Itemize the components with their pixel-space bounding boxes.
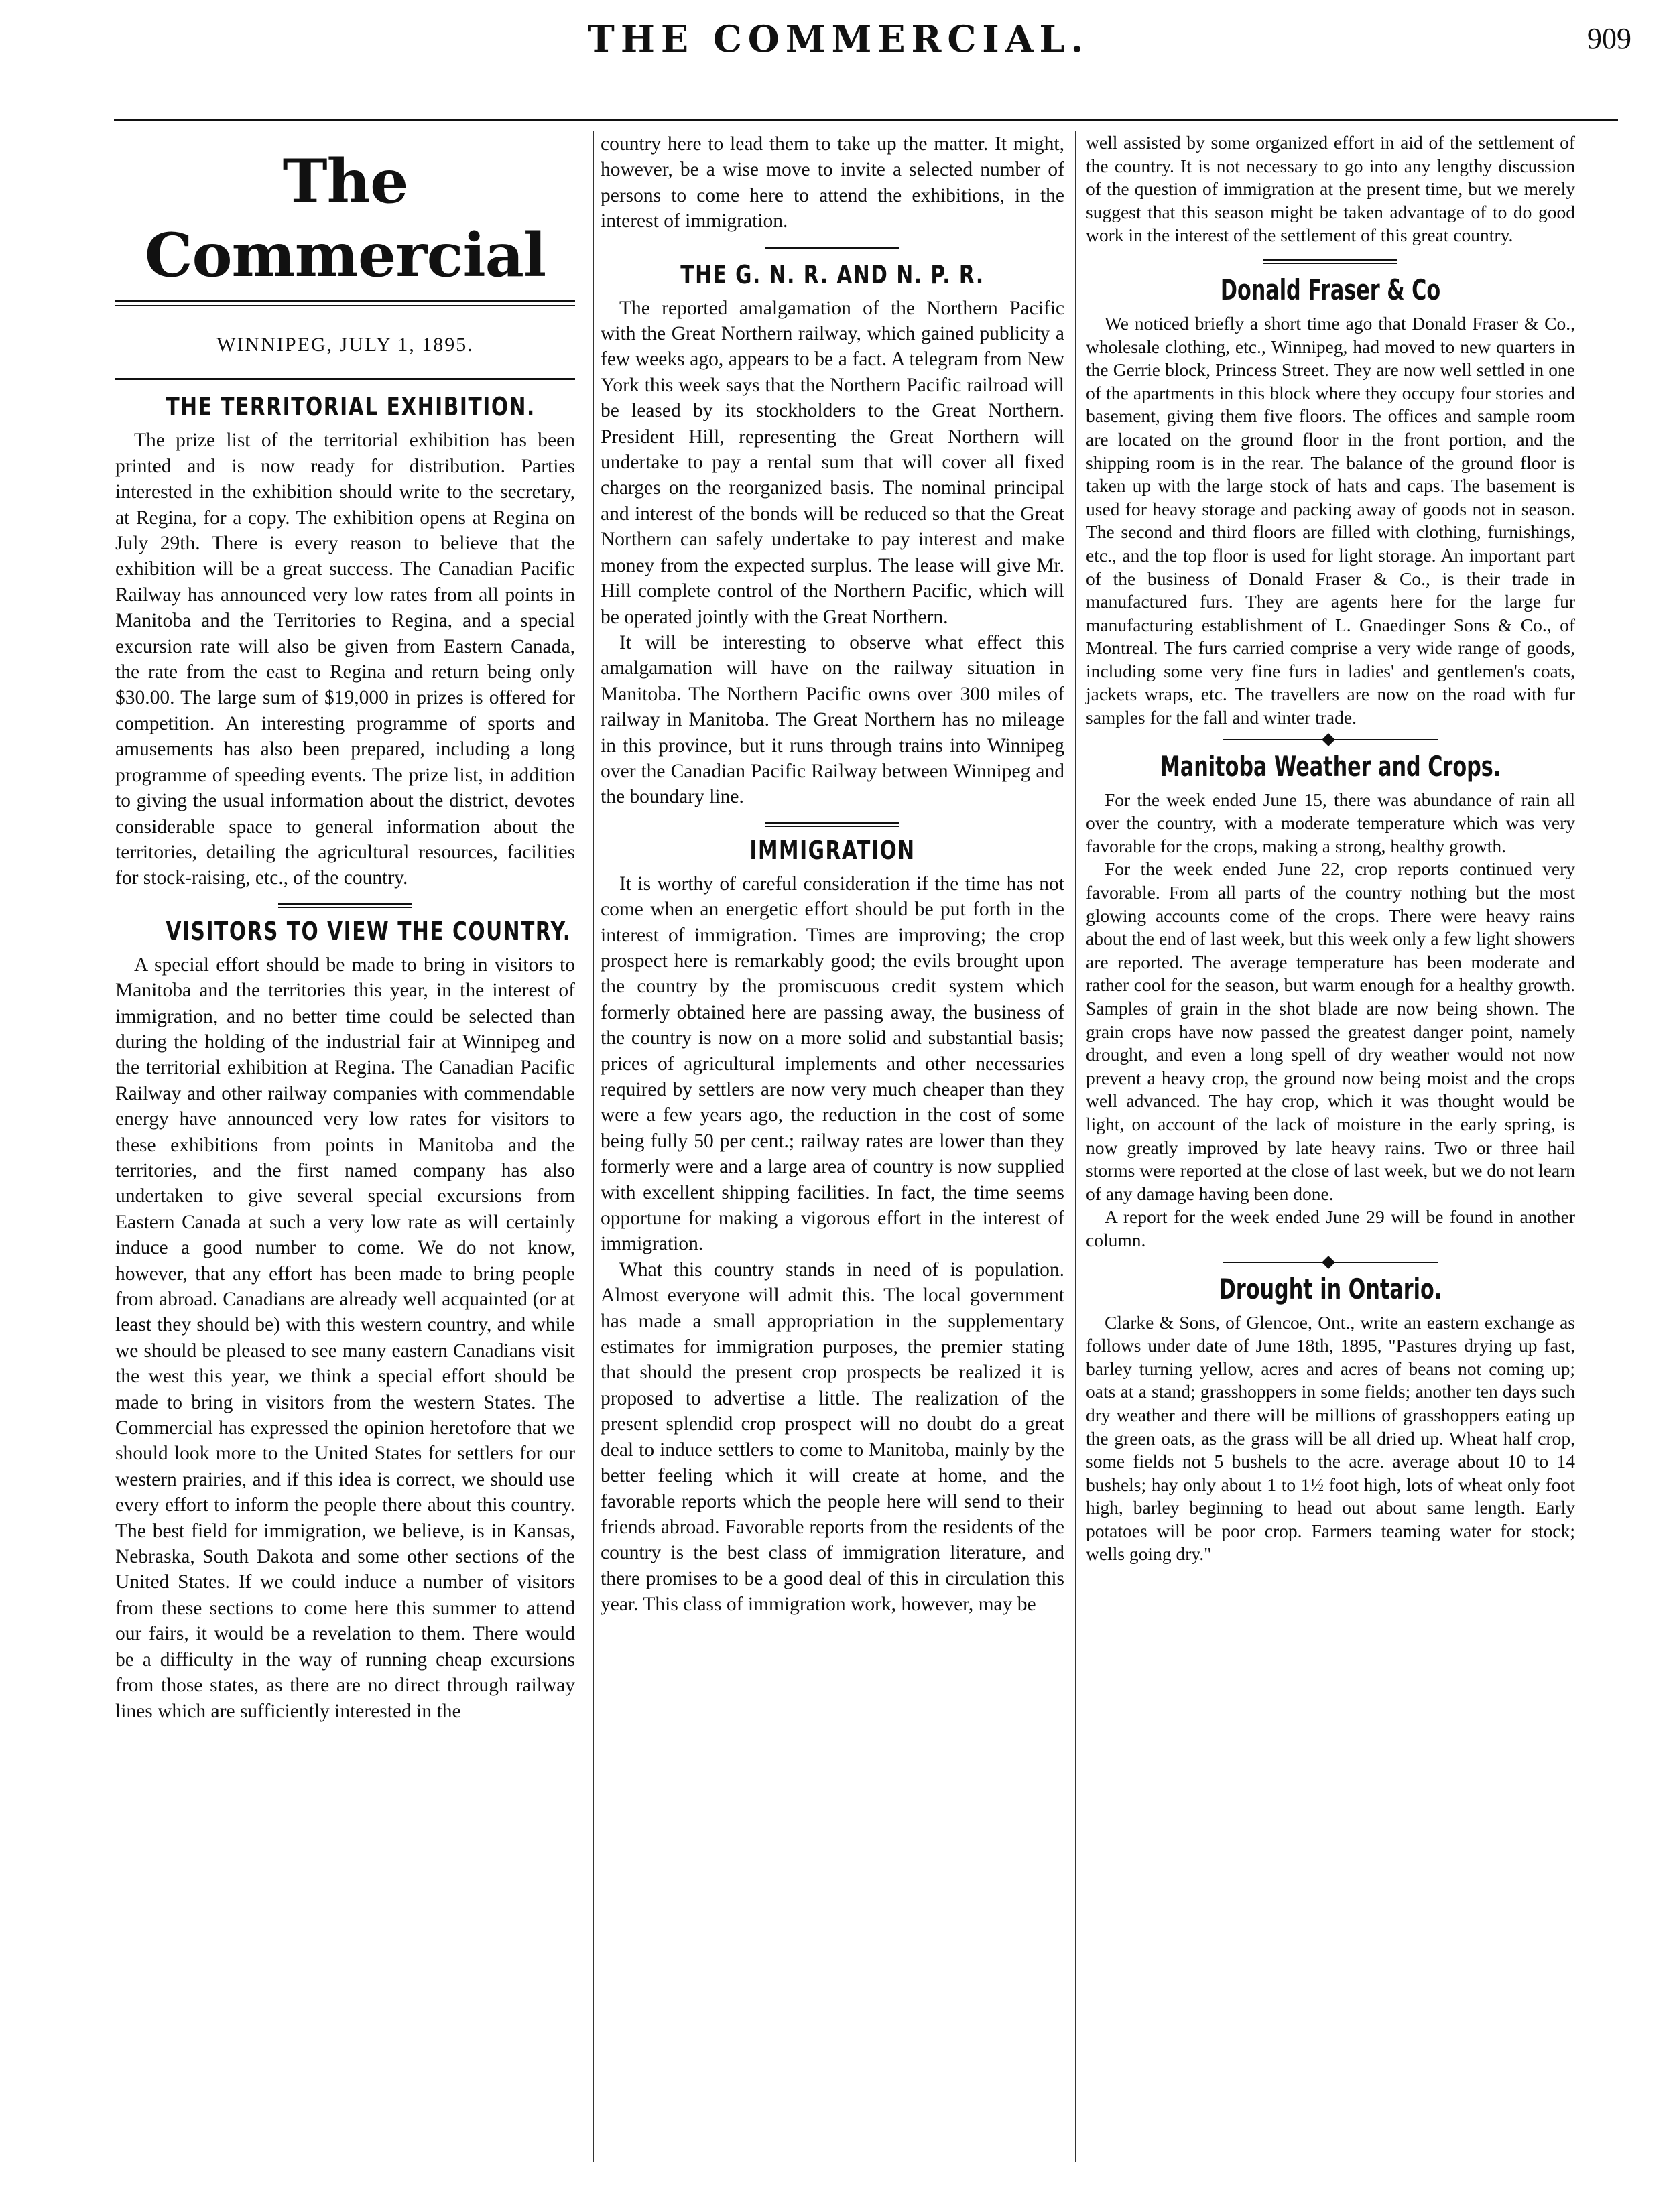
ornamental-rule: [1223, 1262, 1438, 1263]
article-paragraph: What this country stands in need of is population. Almost everyone will admit this. The local government has made a small appropriation in the supplementary estimates for immigration purposes, the premier stating that should the present crop prospects be realized it is proposed to advertise a little. The realization of the present splendid crop prospect will no doubt do a great deal to induce settlers to come to Manitoba, mainly by the better feeling which it will create at home, and the favorable reports which the people here will send to their friends abroad. Favorable reports from the residents of the country is the best class of immigration literature, and there promises to be a good deal of this in circulation this year. This class of immigration work, however, may be: [601, 1258, 1064, 1616]
continued-paragraph: country here to lead them to take up the matter. It might, however, be a wise move to invite a selected number of persons to come here to attend the exhibitions, in the interest of immigration.: [601, 133, 1064, 233]
section-rule: [765, 822, 899, 827]
column-divider: [1075, 131, 1076, 2162]
article-paragraph: It is worthy of careful consideration if the time has not come when an energetic effort should be put forth in the interest of immigration. Times are improving; the crop prospect here is remarkably good; the evils brought upon the country by the promiscuous credit system which formerly obtained here are passing away, the business of the country is now on a more solid and substantial basis; prices of agricultural implements and other necessaries required by settlers are now very much cheaper than they were a few years ago, the reduction in the cost of some being fully 50 per cent.; railway rates are lower than they formerly were and a large area of country is now supplied with excellent shipping facilities. In fact, the time seems opportune for making a vigorous effort in the interest of immigration.: [601, 872, 1064, 1255]
article-heading-manitoba-weather: Manitoba Weather and Crops.: [1160, 749, 1501, 783]
diamond-ornament-icon: [1322, 1256, 1335, 1269]
article-paragraph: It will be interesting to observe what effect this amalgamation will have on the railway situation in Manitoba. The Northern Pacific owns over 300 miles of railway in Manitoba. The Great Northern has no mileage in this province, but it runs through trains into Winnipeg over the Canadian Pacific Railway between Winnipeg and the boundary line.: [601, 631, 1064, 808]
article-paragraph: For the week ended June 22, crop reports continued very favorable. From all parts of the country nothing but the most glowing accounts come of the crops. There were heavy rains about the end of last week, but this week only a few light showers are reported. The average temperature has been moderate and rather cool for the season, but warm enough for a healthy growth. Samples of grain in the shot blade are now being shown. The grain crops have now passed the greatest danger point, namely drought, and even a long spell of dry weather would not now prevent a heavy crop, the ground now being moist and the crops well advanced. The hay crop, which it was thought would be light, on account of the lack of moisture in the early spring, is now greatly improved by late heavy rains. Two or three hail storms were reported at the close of last week, but we do not learn of any damage having been done.: [1086, 858, 1575, 1204]
article-heading-donald-fraser: Donald Fraser & Co: [1220, 273, 1441, 306]
article-heading-territorial-exhibition: THE TERRITORIAL EXHIBITION.: [166, 392, 536, 422]
article-paragraph: For the week ended June 15, there was abundance of rain all over the country, with a moderate temperature which was very favorable for the crops, making a strong, healthy growth.: [1086, 789, 1575, 856]
paper-title: The Commercial: [144, 146, 546, 291]
column-3: [1086, 131, 1575, 1566]
section-rule: [765, 247, 899, 251]
dateline: WINNIPEG, JULY 1, 1895.: [216, 334, 474, 356]
top-rule: [114, 119, 1618, 121]
article-paragraph: The reported amalgamation of the Northern Pacific with the Great Northern railway, which gained publicity a few weeks ago, appears to be a fact. A telegram from New York this week says that the Northern Pacific railroad will be leased by its stockholders to the Great Northern. President Hill, representing the Great Northern will undertake to pay a rental sum that will cover all fixed charges on the reorganized basis. The nominal principal and interest of the bonds will be reduced so that the Great Northern can safely undertake to pay interest and make money from the expected surplus. The lease will give Mr. Hill complete control of the Northern Pacific, which will be operated jointly with the Great Northern.: [601, 297, 1064, 628]
article-heading-gnr-npr: THE G. N. R. AND N. P. R.: [680, 259, 985, 289]
column-2: [601, 131, 1064, 1618]
article-paragraph: The prize list of the territorial exhibition has been printed and is now ready for distribution. Parties interested in the exhibition should write to the secretary, at Regina, for a copy. The exhibition opens at Regina on July 29th. There is every reason to believe that the exhibition will be a great success. The Canadian Pacific Railway has announced very low rates from all points in Manitoba and the Territories to Regina, and a special excursion rate will also be given from Eastern Canada, the rate from the east to Regina and return being only $30.00. The large sum of $19,000 in prizes is offered for competition. An interesting programme of sports and amusements has also been prepared, including a long programme of speeding events. The prize list, in addition to giving the usual information about the district, devotes considerable space to general information about the territories, detailing the agricultural resources, facilities for stock-raising, etc., of the country.: [115, 430, 575, 889]
title-rule: [115, 300, 575, 306]
diamond-ornament-icon: [1322, 733, 1335, 746]
dateline-rule: [115, 378, 575, 383]
section-rule: [278, 903, 412, 908]
article-heading-drought-ontario: Drought in Ontario.: [1219, 1272, 1442, 1305]
column-divider: [593, 131, 594, 2162]
continued-paragraph: well assisted by some organized effort in aid of the settlement of the country. It is not necessary to go into any lengthy discussion of the question of immigration at the present time, but we merely suggest that this season might be taken advantage of to do good work in the interest of the settlement of this great country.: [1086, 132, 1575, 246]
masthead: [0, 13, 1677, 67]
section-rule: [1263, 259, 1398, 264]
article-paragraph: A report for the week ended June 29 will be found in another column.: [1086, 1206, 1575, 1250]
article-heading-visitors: VISITORS TO VIEW THE COUNTRY.: [166, 916, 572, 946]
running-title: THE COMMERCIAL.: [587, 17, 1090, 60]
article-heading-immigration: IMMIGRATION: [749, 835, 916, 865]
page-number: 909: [1587, 22, 1631, 55]
article-paragraph: We noticed briefly a short time ago that Donald Fraser & Co., wholesale clothing, etc., Winnipeg, had moved to new quarters in the Gerrie block, Princess Street. They are now well settled in one of the apartments in this block where they occupy four stories and basement, giving them five floors. The offices and sample room are located on the ground floor in the front portion, and the shipping room is in the rear. The balance of the ground floor is taken up with the large stock of hats and caps. The basement is used for heavy storage and packing away of goods not in season. The second and third floors are filled with clothing, furnishings, etc., and the top floor is used for light storage. An important part of the business of Donald Fraser & Co., is their trade in manufactured furs. They are agents here for the large fur manufacturing establishment of L. Gnaedinger Sons & Co., of Montreal. The furs carried comprise a very wide range of goods, including some very fine furs in ladies' and gentlemen's coats, jackets wraps, etc. The travellers are now on the road with fur samples for the fall and winter trade.: [1086, 312, 1575, 728]
article-paragraph: Clarke & Sons, of Glencoe, Ont., write an eastern exchange as follows under date of June 18th, 1895, "Pastures drying up fast, barley turning yellow, acres and acres of beans not coming up; oats at a stand; grasshoppers in some fields; another ten days such dry weather and there will be millions of grasshoppers eating up the green oats, as the grass will be all dried up. Wheat half crop, some fields not 5 bushels to the acre. average about 10 to 14 bushels; hay only about 1 to 1½ foot high, lots of wheat only foot high, barley beginning to head out about same length. Early potatoes will be poor crop. Farmers teaming water for stock; wells going dry.": [1086, 1311, 1575, 1565]
article-paragraph: A special effort should be made to bring in visitors to Manitoba and the territories this year, in the interest of immigration, and no better time could be selected than during the holding of the industrial fair at Winnipeg and the territorial exhibition at Regina. The Canadian Pacific Railway and other railway companies with commendable energy have announced very low rates for visitors to these exhibitions from points in Manitoba and the territories, and the first named company has also undertaken to give several special excursions from Eastern Canada at such a very low rate as will certainly induce a good number to come. We do not know, however, that any effort has been made to bring people from abroad. Canadians are already well acquainted (or at least they should be) with this western country, and while we should be pleased to see many eastern Canadians visit the west this year, we think a special effort should be made to bring in visitors from the western States. The Commercial has expressed the opinion heretofore that we should look more to the United States for settlers for our western prairies, and if this idea is correct, we should use every effort to inform the people there about this country. The best field for immigration, we believe, is in Kansas, Nebraska, South Dakota and some other sections of the United States. If we could induce a number of visitors from these sections to come here this summer to attend our fairs, it would be a revelation to them. There would be a difficulty in the way of running cheap excursions from those states, as there are no direct through railway lines which are sufficiently interested in the: [115, 954, 575, 1722]
column-1: [115, 131, 575, 1724]
ornamental-rule: [1223, 739, 1438, 740]
